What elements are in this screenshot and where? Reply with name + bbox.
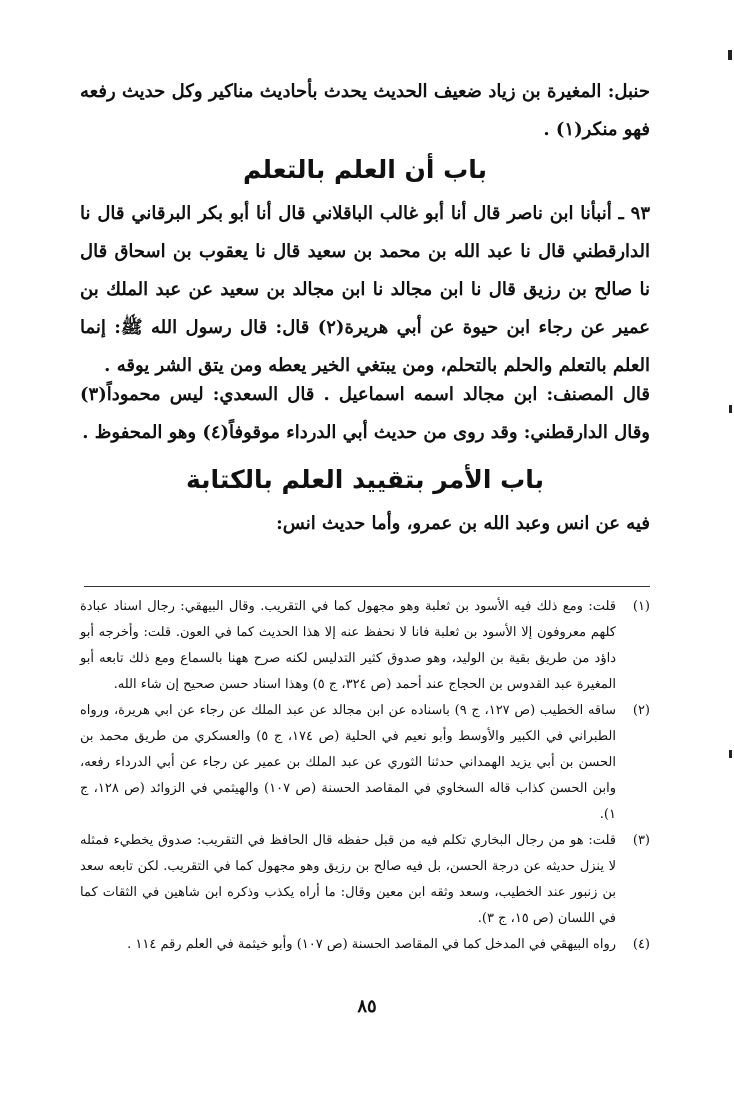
page-number: ٨٥ [357,996,377,1017]
footnote-text: قلت: هو من رجال البخاري تكلم فيه من قبل حفظه قال الحافظ في التقريب: صدوق يخطيء فمثله لا ينزل حديثه عن درجة الحسن، بل فيه صالح بن رزيق وهو مجهول كما في التقريب. لكن تابعه سعد بن زنبور عند الخطيب، وسعد وثقه ابن معين وقال: ما أراه يكذب وذكره ابن شاهين في الثقات كما في اللسان (ص ١٥، ج ٣). [80,833,616,926]
footnote-divider [84,586,650,587]
chapter-heading-writing: باب الأمر بتقييد العلم بالكتابة [185,465,545,494]
footnote-3 [80,828,650,932]
footnote-text: رواه البيهقي في المدخل كما في المقاصد الحسنة (ص ١٠٧) وأبو خيثمة في العلم رقم ١١٤ . [127,937,616,952]
footnotes [80,594,650,958]
paragraph-hadith-93: ٩٣ ـ أنبأنا ابن ناصر قال أنا أبو غالب الباقلاني قال أنا أبو بكر البرقاني قال نا الدارقطني قال نا عبد الله بن محمد بن سعيد قال نا يعقوب بن اسحاق قال نا صالح بن رزيق قال نا ابن مجالد نا ابن مجالد بن سعيد عن عبد الملك بن عمير عن رجاء ابن حيوة عن أبي هريرة(٢) قال: قال رسول الله ﷺ: إنما العلم بالتعلم والحلم بالتحلم، ومن يبتغي الخير يعطه ومن يتق الشر يوقه . [80,203,650,376]
footnote-text: قلت: ومع ذلك فيه الأسود بن ثعلبة وهو مجهول كما في التقريب. وقال البيهقي: رجال اسناد عبادة كلهم معروفون إلا الأسود بن ثعلبة فانا لا نحفظ عنه إلا هذا الحديث كما في العون. قلت: وأخرجه أبو داؤد من طريق بقية بن الوليد، وهو صدوق كثير التدليس لكنه صرح ههنا بالسماع ومع ذلك تابعه أبو المغيرة عبد القدوس بن الحجاج عند أحمد (ص ٣٢٤، ج ٥) وهذا اسناد حسن صحيح إن شاء الله. [80,599,616,692]
paragraph-chapter-intro: فيه عن انس وعبد الله بن عمرو، وأما حديث انس: [276,513,650,534]
paragraph-author-comment: قال المصنف: ابن مجالد اسمه اسماعيل . قال السعدي: ليس محموداً(٣) وقال الدارقطني: وقد روى من حديث أبي الدرداء موقوفاً(٤) وهو المحفوظ . [80,384,650,443]
chapter-heading-learning: باب أن العلم بالتعلم [242,155,488,184]
footnote-1 [80,594,650,698]
footnote-4 [80,932,650,958]
footnote-number: (١) [632,599,650,614]
scan-mark [729,405,732,413]
footnote-number: (٣) [632,833,650,848]
scan-mark [729,750,732,758]
paragraph-intro: حنبل: المغيرة بن زياد ضعيف الحديث يحدث بأحاديث مناكير وكل حديث رفعه فهو منكر(١) . [80,81,650,140]
footnote-text: ساقه الخطيب (ص ١٢٧، ج ٩) باسناده عن ابن مجالد عن عبد الملك عن رجاء عن ابي هريرة، ورواه الطبراني في الكبير والأوسط وأبو نعيم في الحلية (ص ١٧٤، ج ٥) والعسكري من طريق محمد بن الحسن بن أبي يزيد الهمداني حدثنا الثوري عن عبد الملك بن عمير عن رجاء عن أبي الدرداء رفعه، وابن الحسن كذاب قاله السخاوي في المقاصد الحسنة (ص ١٠٧) والهيثمي في الزوائد (ص ١٢٨، ج ١). [80,703,616,822]
footnote-number: (٢) [632,703,650,718]
footnote-number: (٤) [632,937,650,952]
footnote-2 [80,698,650,828]
scan-mark [728,50,732,60]
